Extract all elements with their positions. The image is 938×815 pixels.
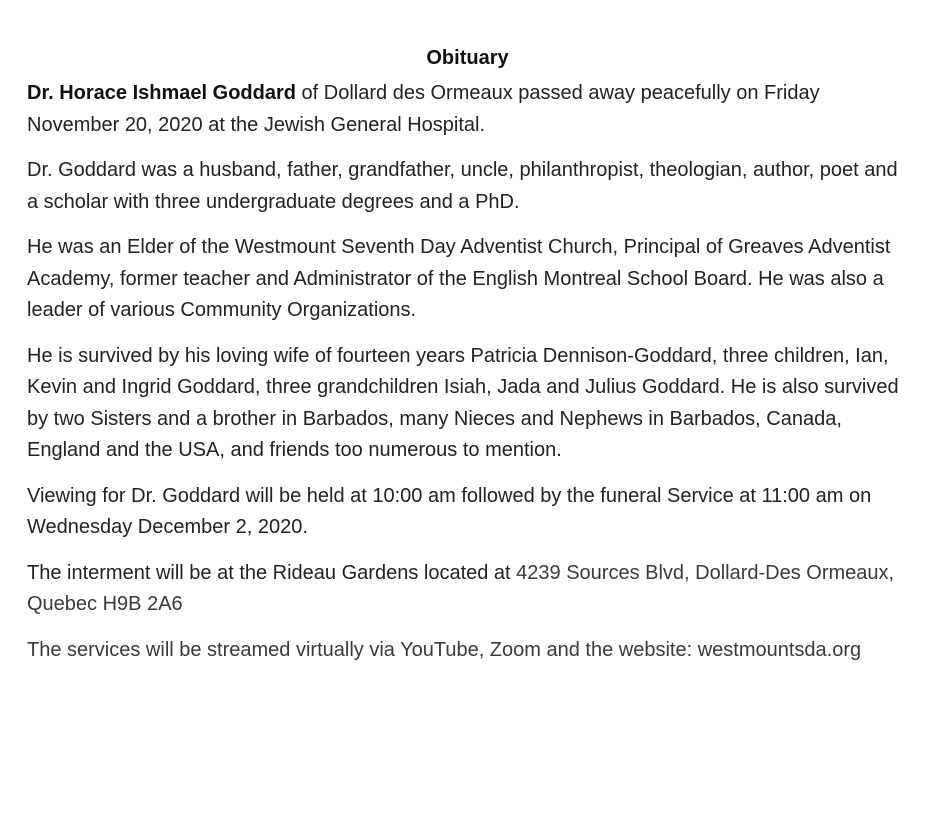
paragraph-interment [27,558,908,621]
paragraph-survivors: He is survived by his loving wife of fourteen years Patricia Dennison-Goddard, three children, Ian, Kevin and Ingrid Goddard, three grandchildren Isiah, Jada and Julius Goddard. He is also survived by two Sisters and a brother in Barbados, many Nieces and Nephews in Barbados, Canada, England and the USA, and friends too numerous to mention. [27,344,899,461]
deceased-name: Dr. Horace Ishmael Goddard [27,82,296,104]
paragraph-biography: Dr. Goddard was a husband, father, grandfather, uncle, philanthropist, theologian, author, poet and a scholar with three undergraduate degrees and a PhD. [27,159,898,213]
paragraph-roles: He was an Elder of the Westmount Seventh Day Adventist Church, Principal of Greaves Adventist Academy, former teacher and Administrator of the English Montreal School Board. He was also a leader of various Community Organizations. [27,236,891,321]
announcement-text: of Dollard des Ormeaux passed away peacefully on Friday November 20, 2020 at the Jewish General Hospital. [27,82,820,136]
paragraph-announcement [27,78,908,141]
paragraph-viewing: Viewing for Dr. Goddard will be held at 10:00 am followed by the funeral Service at 11:00 am on Wednesday December 2, 2020. [27,484,872,538]
paragraph-streaming: The services will be streamed virtually via YouTube, Zoom and the website: westmountsda.org [27,638,862,661]
interment-text: The interment will be at the Rideau Gardens located at [27,561,517,584]
document-title: Obituary [426,47,509,69]
interment-address: 4239 Sources Blvd, Dollard-Des Ormeaux, Quebec H9B 2A6 [27,561,895,615]
